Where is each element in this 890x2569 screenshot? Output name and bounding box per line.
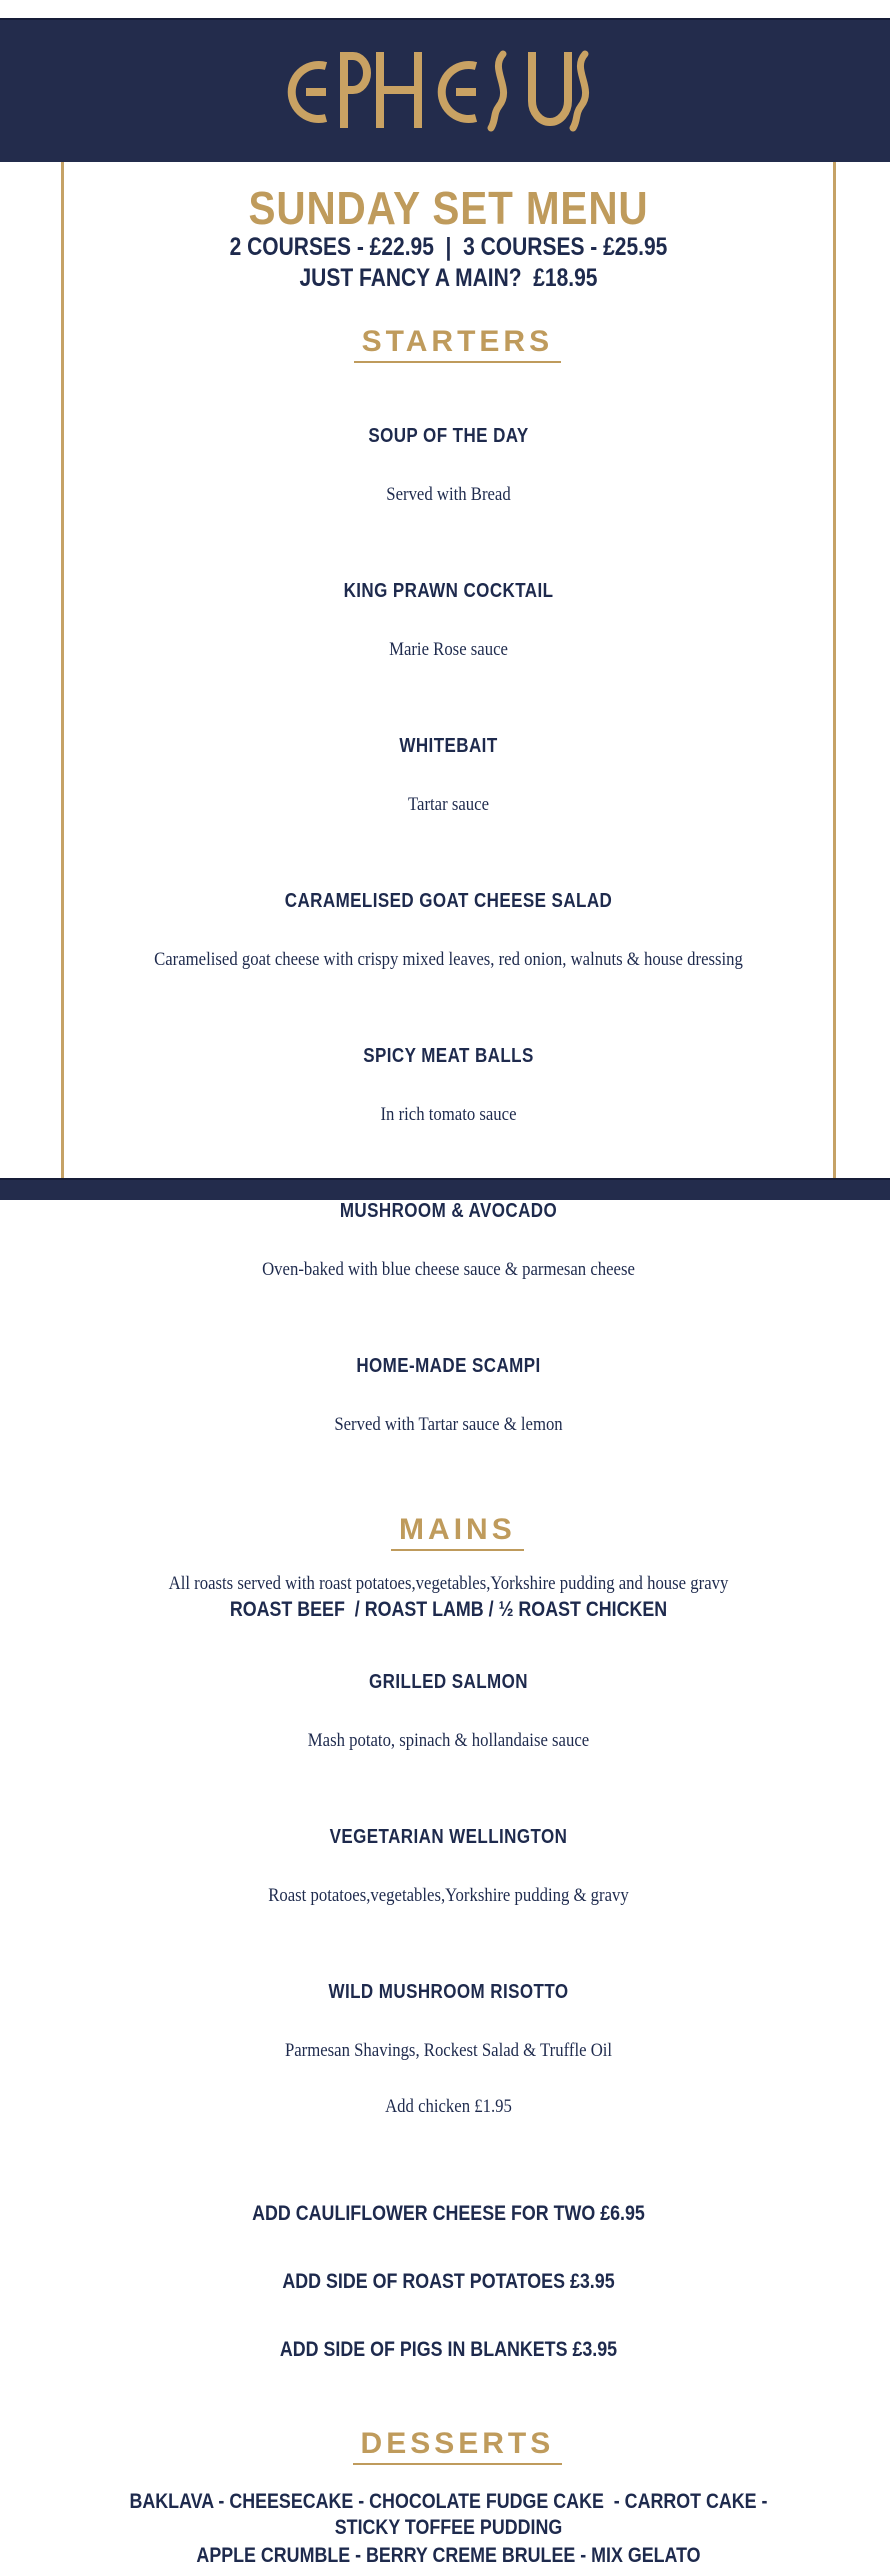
page-title: SUNDAY SET MENU [248, 182, 649, 234]
desserts-heading: DESSERTS [353, 2427, 563, 2465]
desserts-line: APPLE CRUMBLE - BERRY CREME BRULEE - MIX GELATO [196, 2544, 701, 2567]
dish-extra-option: Add chicken £1.95 [385, 2096, 512, 2117]
dish-name: CARAMELISED GOAT CHEESE SALAD [284, 890, 613, 912]
dish-description: Parmesan Shavings, Rockest Salad & Truffle Oil [284, 2040, 613, 2061]
dish-description: Served with Tartar sauce & lemon [334, 1414, 563, 1435]
dish-description: Roast potatoes,vegetables,Yorkshire pudding & gravy [268, 1885, 629, 1906]
dish-name: GRILLED SALMON [369, 1671, 528, 1693]
mains-heading-wrap [64, 1495, 833, 1569]
menu-item [64, 542, 833, 696]
addons-list [64, 2165, 833, 2405]
dish-description: Caramelised goat cheese with crispy mixed leaves, red onion, walnuts & house dressing [154, 949, 743, 970]
courses-pricing-line: 2 COURSES - £22.95 | 3 COURSES - £25.95 [229, 233, 668, 261]
dish-description: Served with Bread [386, 484, 511, 505]
dish-name: WILD MUSHROOM RISOTTO [328, 1981, 569, 2003]
menu-item [64, 1007, 833, 1161]
roasts-options-line: ROAST BEEF / ROAST LAMB / ½ ROAST CHICKEN [229, 1598, 668, 1621]
dish-name: WHITEBAIT [399, 735, 498, 757]
desserts-heading-wrap [64, 2409, 833, 2483]
menu-item [64, 387, 833, 541]
starters-heading-wrap [64, 307, 833, 381]
dish-name: SPICY MEAT BALLS [363, 1045, 534, 1067]
desserts-line: BAKLAVA - CHEESECAKE - CHOCOLATE FUDGE CAKE - CARROT CAKE - STICKY TOFFEE PUDDING [129, 2490, 773, 2539]
dish-description: In rich tomato sauce [380, 1104, 517, 1125]
main-only-pricing-line: JUST FANCY A MAIN? £18.95 [299, 264, 598, 292]
dish-name: MUSHROOM & AVOCADO [339, 1200, 558, 1222]
starters-heading: STARTERS [354, 325, 561, 363]
menu-item [64, 1317, 833, 1471]
dish-description: Oven-baked with blue cheese sauce & parmesan cheese [262, 1259, 635, 1280]
dish-description: Mash potato, spinach & hollandaise sauce [307, 1730, 590, 1751]
ephesus-logo-icon [280, 46, 610, 136]
menu-item [64, 697, 833, 851]
mains-note: All roasts served with roast potatoes,vegetables,Yorkshire pudding and house gravy [168, 1573, 729, 1594]
addon-line: ADD CAULIFLOWER CHEESE FOR TWO £6.95 [252, 2202, 645, 2225]
menu-body [61, 162, 836, 2567]
dish-name: HOME-MADE SCAMPI [356, 1355, 541, 1377]
menu-item [64, 1943, 833, 2153]
addon-line: ADD SIDE OF PIGS IN BLANKETS £3.95 [279, 2338, 618, 2361]
mains-heading: MAINS [391, 1513, 524, 1551]
dish-name: SOUP OF THE DAY [368, 425, 529, 447]
header-band [0, 18, 890, 162]
footer-band [0, 1178, 890, 1200]
dish-description: Marie Rose sauce [389, 639, 508, 660]
dish-description: Tartar sauce [408, 794, 489, 815]
top-white-strip [0, 0, 890, 18]
menu-item [64, 1633, 833, 1787]
dish-name: VEGETARIAN WELLINGTON [329, 1826, 568, 1848]
dish-name: KING PRAWN COCKTAIL [343, 580, 554, 602]
menu-item [64, 852, 833, 1006]
addon-line: ADD SIDE OF ROAST POTATOES £3.95 [282, 2270, 615, 2293]
menu-item [64, 1788, 833, 1942]
